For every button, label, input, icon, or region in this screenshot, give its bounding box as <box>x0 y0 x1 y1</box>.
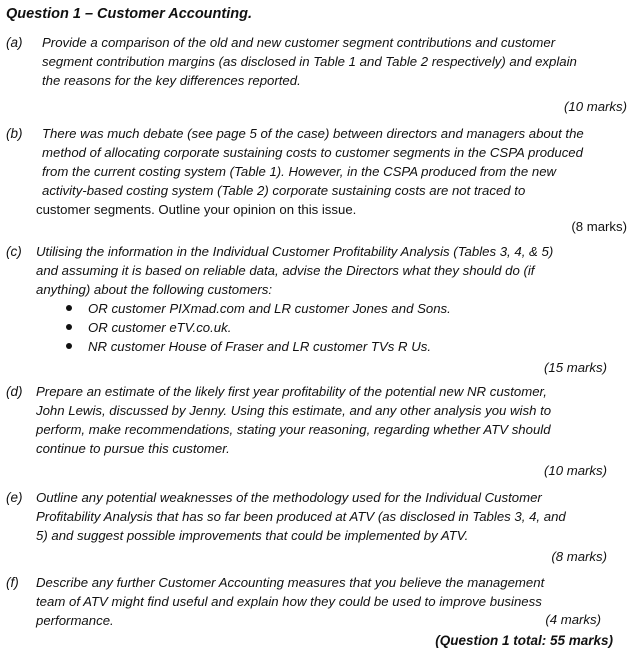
question-b-marks: (8 marks) <box>571 219 627 234</box>
question-f-line: team of ATV might find useful and explain how they could be used to improve business <box>36 594 542 609</box>
question-b-line: customer segments. Outline your opinion on this issue. <box>36 202 357 217</box>
bullet-icon <box>66 343 72 349</box>
bullet-icon <box>66 324 72 330</box>
question-c-bullet-list <box>88 299 451 356</box>
question-f-line: performance. <box>36 613 114 628</box>
question-e-line: Profitability Analysis that has so far been produced at ATV (as disclosed in Tables 3, 4, and <box>36 509 566 524</box>
question-e-body <box>36 488 566 545</box>
question-c-body <box>36 242 553 299</box>
list-item: OR customer eTV.co.uk. <box>88 318 451 337</box>
question-e-label: (e) <box>6 490 23 505</box>
question-d-line: perform, make recommendations, stating your reasoning, regarding whether ATV should <box>36 422 551 437</box>
question-d-marks: (10 marks) <box>543 463 607 478</box>
question-a-line: Provide a comparison of the old and new customer segment contributions and customer <box>42 35 556 50</box>
question-f-marks: (4 marks) <box>545 612 601 627</box>
question-a-line: segment contribution margins (as disclosed in Table 1 and Table 2 respectively) and explain <box>42 54 577 69</box>
question-f-label: (f) <box>6 575 19 590</box>
question-b-label: (b) <box>6 126 23 141</box>
question-d-body <box>36 382 551 458</box>
list-item: OR customer PIXmad.com and LR customer Jones and Sons. <box>88 299 451 318</box>
question-title: Question 1 – Customer Accounting. <box>6 6 252 22</box>
question-b-line: There was much debate (see page 5 of the case) between directors and managers about the <box>42 126 584 141</box>
question-c-line: and assuming it is based on reliable data, advise the Directors what they should do (if <box>36 263 535 278</box>
question-f-line: Describe any further Customer Accounting measures that you believe the management <box>36 575 545 590</box>
question-b-line: method of allocating corporate sustaining costs to customer segments in the CSPA produced <box>42 145 583 160</box>
question-d-line: Prepare an estimate of the likely first year profitability of the potential new NR customer, <box>36 384 547 399</box>
question-d-label: (d) <box>6 384 23 399</box>
question-a-marks: (10 marks) <box>563 99 627 114</box>
question-total: (Question 1 total: 55 marks) <box>435 633 613 648</box>
list-item: NR customer House of Fraser and LR customer TVs R Us. <box>88 337 451 356</box>
question-d-line: John Lewis, discussed by Jenny. Using this estimate, and any other analysis you wish to <box>36 403 552 418</box>
question-e-marks: (8 marks) <box>551 549 607 564</box>
question-c-marks: (15 marks) <box>543 360 607 375</box>
question-f-body <box>36 573 544 630</box>
question-a-body <box>42 33 577 90</box>
question-d-line: continue to pursue this customer. <box>36 441 230 456</box>
question-b-line: from the current costing system (Table 1). However, in the CSPA produced from the new <box>42 164 557 179</box>
question-a-label: (a) <box>6 35 23 50</box>
question-b-body <box>36 124 584 219</box>
question-a-line: the reasons for the key differences reported. <box>42 73 301 88</box>
question-c-label: (c) <box>6 244 22 259</box>
bullet-icon <box>66 305 72 311</box>
question-e-line: Outline any potential weaknesses of the methodology used for the Individual Customer <box>36 490 542 505</box>
question-e-line: 5) and suggest possible improvements that could be implemented by ATV. <box>36 528 469 543</box>
question-c-line: anything) about the following customers: <box>36 282 273 297</box>
question-b-line: activity-based costing system (Table 2) corporate sustaining costs are not traced to <box>42 183 526 198</box>
question-c-line: Utilising the information in the Individual Customer Profitability Analysis (Tables 3, 4, & 5) <box>36 244 554 259</box>
